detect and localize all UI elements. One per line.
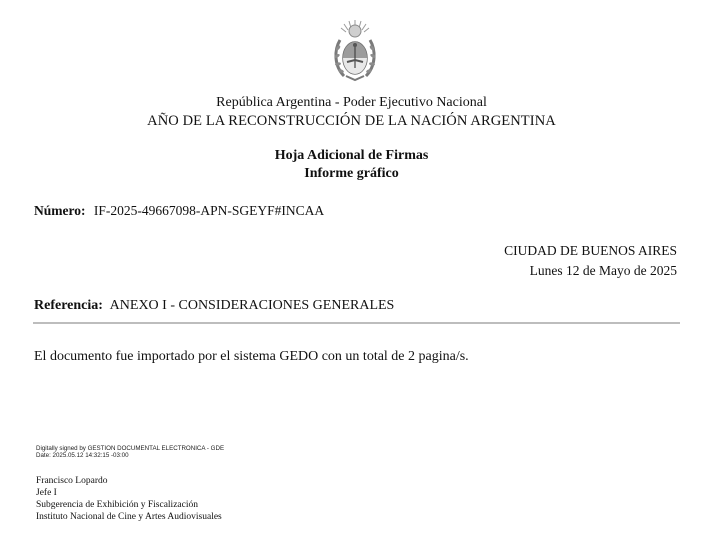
divider: [33, 322, 680, 324]
digital-signature-block: [36, 445, 224, 459]
reference-label: Referencia:: [34, 298, 103, 313]
header-line-2: AÑO DE LA RECONSTRUCCIÓN DE LA NACIÓN ARGENTINA: [147, 113, 556, 129]
signer-block: [36, 475, 222, 523]
document-number-value: IF-2025-49667098-APN-SGEYF#INCAA: [93, 203, 325, 218]
document-title: Hoja Adicional de Firmas: [274, 148, 429, 163]
digital-signature-date: Date: 2025.05.12 14:32:15 -03:00: [36, 452, 129, 459]
signer-institution: Instituto Nacional de Cine y Artes Audiovisuales: [36, 512, 222, 522]
header-line-1: República Argentina - Poder Ejecutivo Nacional: [216, 95, 487, 110]
document-number-label: Número:: [34, 203, 86, 218]
digital-signature-line-1: Digitally signed by GESTION DOCUMENTAL ELECTRONICA - GDE: [36, 445, 225, 452]
body-text: El documento fue importado por el sistema GEDO con un total de 2 pagina/s.: [34, 349, 469, 364]
document-subtitle: Informe gráfico: [304, 166, 399, 181]
signer-department: Subgerencia de Exhibición y Fiscalización: [36, 500, 198, 510]
date: Lunes 12 de Mayo de 2025: [529, 263, 677, 278]
argentina-coat-of-arms-icon: [330, 18, 380, 88]
reference-value: ANEXO I - CONSIDERACIONES GENERALES: [109, 298, 395, 313]
signer-position: Jefe I: [36, 488, 57, 498]
signer-name: Francisco Lopardo: [36, 476, 108, 486]
city: CIUDAD DE BUENOS AIRES: [504, 243, 677, 258]
document-number: [34, 203, 324, 219]
reference: [34, 298, 394, 314]
